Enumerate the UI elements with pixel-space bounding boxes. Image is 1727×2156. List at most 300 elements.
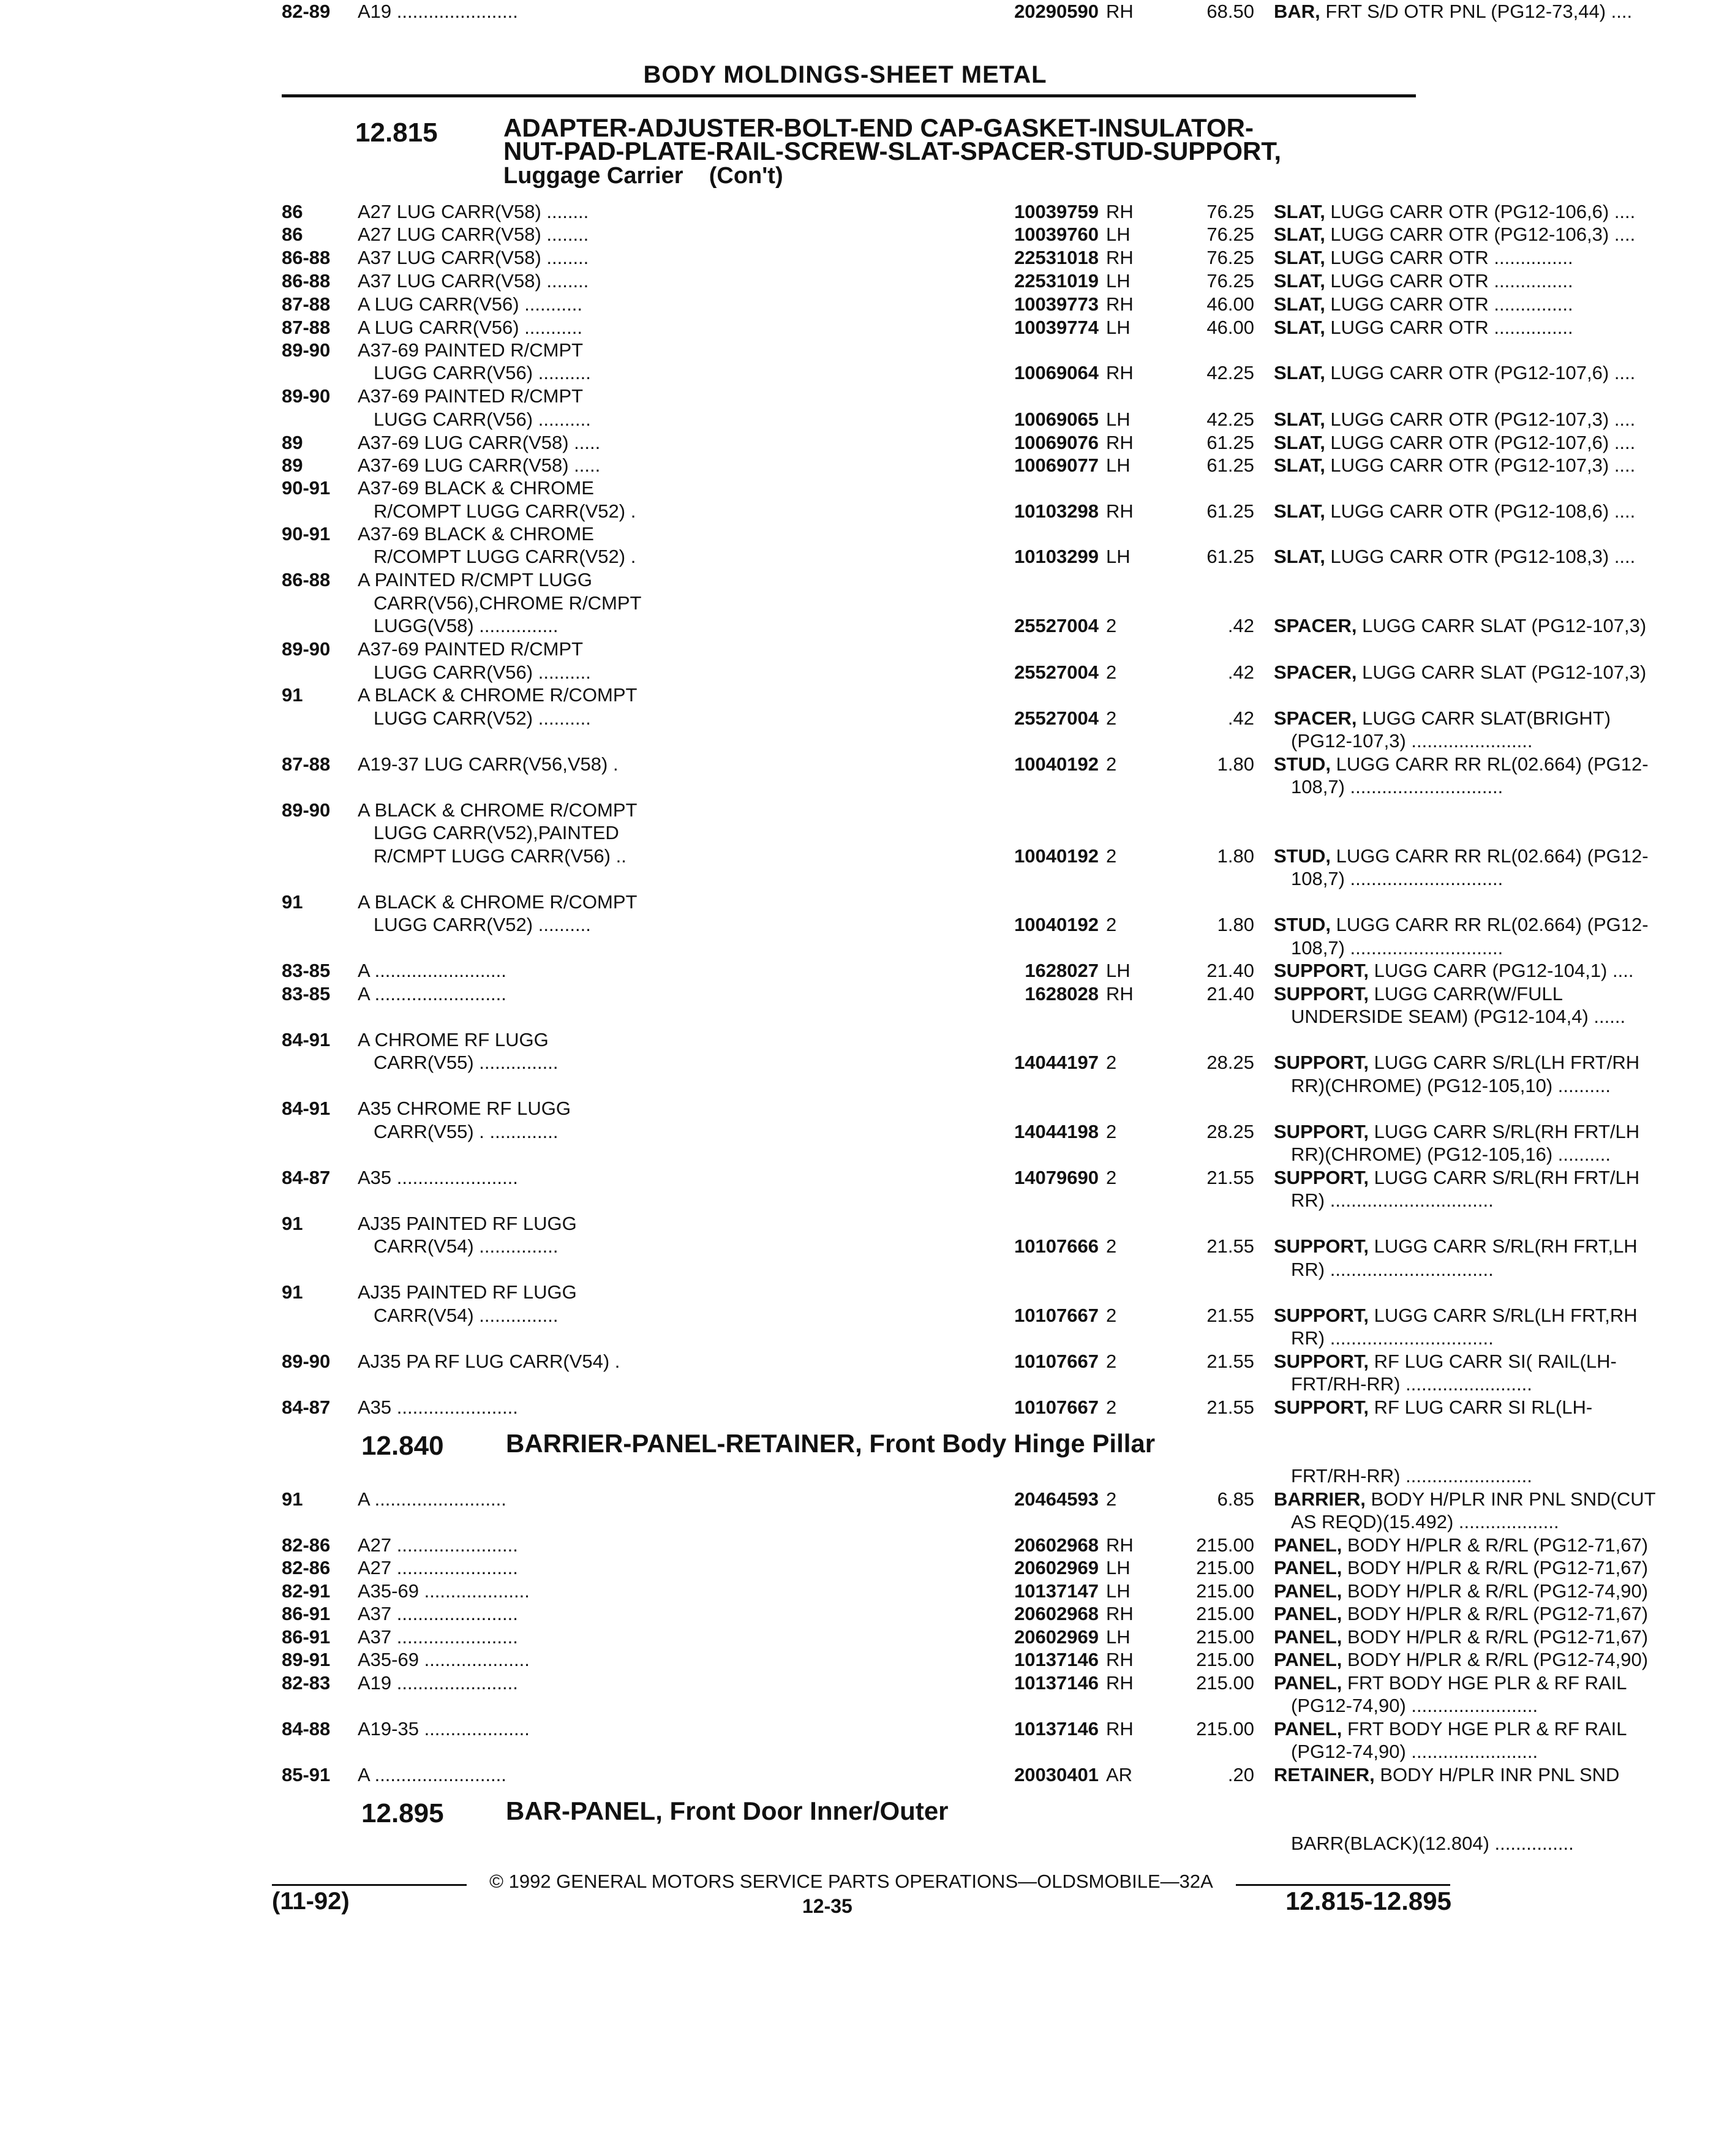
quantity: 2 [1106, 1235, 1117, 1257]
part-name: PANEL, BODY H/PLR & R/RL (PG12-74,90) [1274, 1580, 1649, 1602]
quantity: LH [1106, 960, 1131, 981]
part-name: UNDERSIDE SEAM) (PG12-104,4) ...... [1291, 1006, 1626, 1027]
price: 21.55 [1206, 1305, 1254, 1326]
part-name: BARRIER, BODY H/PLR INR PNL SND(CUT [1274, 1488, 1656, 1510]
section-number: 12.895 [361, 1798, 444, 1828]
table-row [282, 1717, 1627, 1741]
model-description: A ......................... [358, 1488, 506, 1510]
quantity: RH [1106, 1534, 1134, 1556]
part-name: PANEL, BODY H/PLR & R/RL (PG12-74,90) [1274, 1649, 1649, 1670]
quantity: LH [1106, 546, 1131, 567]
table-row [282, 361, 1636, 385]
quantity: RH [1106, 983, 1134, 1005]
table-row [282, 1235, 1638, 1258]
part-name: SLAT, LUGG CARR OTR (PG12-107,3) .... [1274, 409, 1636, 430]
price: 1.80 [1217, 914, 1254, 935]
table-row [282, 1556, 1649, 1580]
part-name: 108,7) ............................. [1291, 937, 1503, 959]
part-name: SUPPORT, LUGG CARR (PG12-104,1) .... [1274, 960, 1634, 981]
part-number: 10103299 [1014, 546, 1099, 567]
model-description: A19-35 .................... [358, 1718, 530, 1740]
table-row [282, 408, 1636, 431]
model-year: 91 [282, 1281, 303, 1303]
table-row [282, 500, 1636, 523]
price: 215.00 [1196, 1626, 1254, 1648]
model-description: A37-69 BLACK & CHROME [358, 523, 594, 545]
part-number: 10137146 [1014, 1672, 1099, 1694]
part-name: SLAT, LUGG CARR OTR (PG12-107,6) .... [1274, 432, 1636, 453]
part-name: STUD, LUGG CARR RR RL(02.664) (PG12- [1274, 845, 1649, 867]
part-name: SUPPORT, LUGG CARR S/RL(RH FRT/LH [1274, 1121, 1640, 1142]
price: 28.25 [1206, 1052, 1254, 1073]
table-row [282, 707, 1611, 730]
part-name: SPACER, LUGG CARR SLAT (PG12-107,3) [1274, 615, 1647, 636]
part-name: SLAT, LUGG CARR OTR ............... [1274, 247, 1573, 268]
price: 215.00 [1196, 1672, 1254, 1694]
part-name-keyword: SPACER, [1274, 615, 1357, 636]
part-name: SLAT, LUGG CARR OTR (PG12-107,3) .... [1274, 454, 1636, 476]
table-row [282, 1648, 1649, 1672]
part-name: SPACER, LUGG CARR SLAT (PG12-107,3) [1274, 662, 1647, 683]
model-description: A LUG CARR(V56) ........... [358, 293, 582, 315]
price: .42 [1227, 662, 1254, 683]
part-number: 20464593 [1014, 1488, 1099, 1510]
part-name-keyword: SLAT, [1274, 362, 1325, 383]
model-description: A37 ....................... [358, 1603, 518, 1624]
price: .42 [1227, 707, 1254, 729]
part-name: SLAT, LUGG CARR OTR ............... [1274, 317, 1573, 338]
quantity: 2 [1106, 845, 1117, 867]
model-description: AJ35 PAINTED RF LUGG [358, 1213, 577, 1234]
model-description: A ......................... [358, 1764, 506, 1785]
part-number: 10039774 [1014, 317, 1099, 338]
model-description: A37-69 LUG CARR(V58) ..... [358, 432, 601, 453]
price: 21.55 [1206, 1235, 1254, 1257]
part-name-keyword: SLAT, [1274, 454, 1325, 476]
part-name: RETAINER, BODY H/PLR INR PNL SND [1274, 1764, 1620, 1785]
section-number: 12.815 [355, 118, 438, 148]
price: 42.25 [1206, 362, 1254, 383]
part-name: 108,7) ............................. [1291, 868, 1503, 889]
table-row [282, 775, 1503, 799]
table-row [282, 223, 1636, 246]
model-year: 82-86 [282, 1534, 331, 1556]
footer-page-number: 12-35 [802, 1895, 852, 1917]
part-number: 25527004 [1014, 662, 1099, 683]
quantity: 2 [1106, 1167, 1117, 1188]
part-name-keyword: PANEL, [1274, 1626, 1342, 1648]
part-number: 10040192 [1014, 845, 1099, 867]
price: 21.55 [1206, 1396, 1254, 1418]
part-name: PANEL, BODY H/PLR & R/RL (PG12-71,67) [1274, 1626, 1649, 1648]
table-row [282, 1350, 1617, 1373]
table-row [282, 729, 1533, 753]
part-number: 10040192 [1014, 914, 1099, 935]
part-name-keyword: SUPPORT, [1274, 1396, 1369, 1418]
table-row [282, 1580, 1649, 1603]
model-year: 87-88 [282, 753, 331, 775]
part-name-keyword: SLAT, [1274, 293, 1325, 315]
model-description: LUGG CARR(V52) .......... [374, 707, 591, 729]
model-description: R/CMPT LUGG CARR(V56) .. [374, 845, 626, 867]
part-number: 10137146 [1014, 1718, 1099, 1740]
price: 28.25 [1206, 1121, 1254, 1142]
model-year: 89-90 [282, 339, 331, 361]
table-row [282, 799, 1445, 822]
price: 61.25 [1206, 432, 1254, 453]
quantity: 2 [1106, 1488, 1117, 1510]
table-row [282, 477, 1445, 500]
model-year: 89 [282, 432, 303, 453]
model-year: 86 [282, 201, 303, 222]
model-description: A LUG CARR(V56) ........... [358, 317, 582, 338]
part-name-keyword: SUPPORT, [1274, 1235, 1369, 1257]
part-name-keyword: PANEL, [1274, 1649, 1342, 1670]
part-name-keyword: PANEL, [1274, 1603, 1342, 1624]
quantity: LH [1106, 1626, 1131, 1648]
table-row [282, 1534, 1649, 1557]
part-number: 1628027 [1025, 960, 1099, 981]
table-row [282, 592, 1445, 615]
model-year: 91 [282, 684, 303, 706]
table-row [282, 1327, 1494, 1350]
page-header-title: BODY MOLDINGS-SHEET METAL [643, 61, 1047, 88]
price: 215.00 [1196, 1649, 1254, 1670]
table-row [282, 431, 1636, 454]
quantity: 2 [1106, 615, 1117, 636]
part-number: 10107667 [1014, 1305, 1099, 1326]
part-number: 10107667 [1014, 1396, 1099, 1418]
price: 21.55 [1206, 1351, 1254, 1372]
part-name-keyword: PANEL, [1274, 1718, 1342, 1740]
price: 61.25 [1206, 546, 1254, 567]
model-description: A BLACK & CHROME R/COMPT [358, 891, 638, 913]
part-name-keyword: SUPPORT, [1274, 960, 1369, 981]
table-row [282, 1510, 1559, 1534]
model-description: A35-69 .................... [358, 1580, 530, 1602]
table-row [282, 1488, 1656, 1511]
price: 76.25 [1206, 247, 1254, 268]
part-name: 108,7) ............................. [1291, 776, 1503, 797]
model-description: CARR(V54) ............... [374, 1305, 559, 1326]
table-row [282, 1189, 1494, 1212]
table-row [282, 1074, 1611, 1098]
model-description: LUGG CARR(V56) .......... [374, 409, 591, 430]
part-number: 20602968 [1014, 1603, 1099, 1624]
model-description: A37-69 LUG CARR(V58) ..... [358, 454, 601, 476]
part-number: 10107667 [1014, 1351, 1099, 1372]
quantity: 2 [1106, 1121, 1117, 1142]
quantity: LH [1106, 270, 1131, 292]
model-description: A19 ....................... [358, 1672, 518, 1694]
section-number: 12.840 [361, 1431, 444, 1461]
model-description: A27 ....................... [358, 1557, 518, 1578]
table-row [282, 1464, 1532, 1488]
part-number: 10039760 [1014, 224, 1099, 245]
part-name-keyword: SLAT, [1274, 500, 1325, 522]
price: 42.25 [1206, 409, 1254, 430]
model-description: LUGG CARR(V56) .......... [374, 362, 591, 383]
part-name-keyword: BAR, [1274, 1, 1320, 22]
price: 215.00 [1196, 1718, 1254, 1740]
quantity: 2 [1106, 707, 1117, 729]
table-row [282, 959, 1634, 982]
quantity: 2 [1106, 662, 1117, 683]
part-name-keyword: BARRIER, [1274, 1488, 1366, 1510]
part-name: RR)(CHROME) (PG12-105,10) .......... [1291, 1075, 1611, 1096]
section-title: BARRIER-PANEL-RETAINER, Front Body Hinge Pillar [506, 1429, 1156, 1458]
part-name-keyword: SLAT, [1274, 432, 1325, 453]
model-year: 83-85 [282, 960, 331, 981]
part-name: RR) ............................... [1291, 1259, 1494, 1280]
part-name-keyword: RETAINER, [1274, 1764, 1375, 1785]
table-row [282, 638, 1445, 661]
model-description: A PAINTED R/CMPT LUGG [358, 569, 592, 590]
model-description: A37 ....................... [358, 1626, 518, 1648]
model-year: 86-88 [282, 270, 331, 292]
model-year: 84-91 [282, 1098, 331, 1119]
part-name-keyword: SUPPORT, [1274, 1167, 1369, 1188]
section-title: ADAPTER-ADJUSTER-BOLT-END CAP-GASKET-INSULATOR- [503, 113, 1254, 142]
price: 61.25 [1206, 454, 1254, 476]
model-description: A35 CHROME RF LUGG [358, 1098, 571, 1119]
model-description: A37-69 BLACK & CHROME [358, 477, 594, 499]
model-year: 91 [282, 1213, 303, 1234]
footer-rule-left [272, 1884, 467, 1886]
part-name: SUPPORT, LUGG CARR S/RL(LH FRT/RH [1274, 1052, 1640, 1073]
part-name: SUPPORT, LUGG CARR(W/FULL [1274, 983, 1563, 1005]
part-name: SPACER, LUGG CARR SLAT(BRIGHT) [1274, 707, 1611, 729]
model-year: 82-89 [282, 1, 331, 22]
model-description: A37 LUG CARR(V58) ........ [358, 270, 589, 292]
model-year: 91 [282, 891, 303, 913]
model-description: A BLACK & CHROME R/COMPT [358, 799, 638, 821]
part-name-keyword: SLAT, [1274, 247, 1325, 268]
model-description: A37-69 PAINTED R/CMPT [358, 339, 584, 361]
model-description: LUGG CARR(V52) .......... [374, 914, 591, 935]
table-row [282, 1694, 1538, 1717]
part-name: RR)(CHROME) (PG12-105,16) .......... [1291, 1144, 1611, 1165]
quantity: 2 [1106, 1052, 1117, 1073]
part-name: PANEL, BODY H/PLR & R/RL (PG12-71,67) [1274, 1534, 1649, 1556]
quantity: 2 [1106, 1305, 1117, 1326]
section-subtitle: Luggage Carrier (Con't) [503, 163, 783, 189]
price: 215.00 [1196, 1603, 1254, 1624]
part-number: 14079690 [1014, 1167, 1099, 1188]
table-row [282, 316, 1573, 339]
model-year: 89-90 [282, 385, 331, 407]
table-row [282, 661, 1647, 684]
table-row [282, 1166, 1640, 1189]
quantity: 2 [1106, 753, 1117, 775]
part-name-keyword: SPACER, [1274, 707, 1357, 729]
model-year: 84-88 [282, 1718, 331, 1740]
table-row [282, 1832, 1574, 1855]
price: 6.85 [1217, 1488, 1254, 1510]
model-year: 87-88 [282, 293, 331, 315]
table-row [282, 385, 1445, 408]
part-number: 20290590 [1014, 1, 1099, 22]
quantity: LH [1106, 454, 1131, 476]
section-title: NUT-PAD-PLATE-RAIL-SCREW-SLAT-SPACER-STUD-SUPPORT, [503, 137, 1281, 165]
price: 215.00 [1196, 1580, 1254, 1602]
table-row [282, 1051, 1640, 1074]
table-row [282, 1028, 1445, 1052]
quantity: 2 [1106, 1396, 1117, 1418]
model-description: CARR(V56),CHROME R/CMPT [374, 592, 642, 614]
table-row [282, 246, 1573, 270]
part-name-keyword: SUPPORT, [1274, 1052, 1369, 1073]
model-description: A37-69 PAINTED R/CMPT [358, 638, 584, 660]
table-row [282, 1005, 1626, 1028]
model-description: A27 ....................... [358, 1534, 518, 1556]
part-name: SUPPORT, RF LUG CARR SI RL(LH- [1274, 1396, 1593, 1418]
price: 76.25 [1206, 270, 1254, 292]
part-number: 10103298 [1014, 500, 1099, 522]
model-description: LUGG(V58) ............... [374, 615, 559, 636]
part-name-keyword: PANEL, [1274, 1557, 1342, 1578]
model-year: 89-90 [282, 1351, 331, 1372]
part-name: RR) ............................... [1291, 1189, 1494, 1211]
part-name-keyword: SPACER, [1274, 662, 1357, 683]
part-number: 14044198 [1014, 1121, 1099, 1142]
part-name: BARR(BLACK)(12.804) ............... [1291, 1833, 1574, 1854]
part-name: AS REQD)(15.492) ................... [1291, 1511, 1559, 1532]
table-row [282, 1281, 1445, 1304]
part-number: 20030401 [1014, 1764, 1099, 1785]
table-row [282, 200, 1636, 224]
part-name: SUPPORT, LUGG CARR S/RL(LH FRT,RH [1274, 1305, 1638, 1326]
part-number: 10069077 [1014, 454, 1099, 476]
price: 1.80 [1217, 753, 1254, 775]
model-description: AJ35 PAINTED RF LUGG [358, 1281, 577, 1303]
model-description: CARR(V54) ............... [374, 1235, 559, 1257]
model-description: A27 LUG CARR(V58) ........ [358, 201, 589, 222]
part-name-keyword: SUPPORT, [1274, 1121, 1369, 1142]
table-row [282, 1626, 1649, 1649]
part-number: 10069065 [1014, 409, 1099, 430]
part-name-keyword: SLAT, [1274, 317, 1325, 338]
model-year: 82-83 [282, 1672, 331, 1694]
model-description: A CHROME RF LUGG [358, 1029, 549, 1050]
price: 215.00 [1196, 1557, 1254, 1578]
table-row [282, 1672, 1627, 1695]
quantity: RH [1106, 1, 1134, 22]
part-name: SUPPORT, LUGG CARR S/RL(RH FRT/LH [1274, 1167, 1640, 1188]
table-row [282, 982, 1563, 1006]
price: 215.00 [1196, 1534, 1254, 1556]
part-number: 10039773 [1014, 293, 1099, 315]
table-row [282, 293, 1573, 316]
table-row [282, 913, 1649, 937]
table-row [282, 1258, 1494, 1281]
part-name: SLAT, LUGG CARR OTR (PG12-107,6) .... [1274, 362, 1636, 383]
quantity: LH [1106, 409, 1131, 430]
model-description: A ......................... [358, 983, 506, 1005]
model-year: 83-85 [282, 983, 331, 1005]
quantity: AR [1106, 1764, 1133, 1785]
part-name: SLAT, LUGG CARR OTR ............... [1274, 270, 1573, 292]
table-row [282, 1396, 1593, 1419]
table-row [282, 1373, 1532, 1396]
model-year: 91 [282, 1488, 303, 1510]
table-row [282, 1304, 1638, 1327]
model-year: 84-87 [282, 1396, 331, 1418]
table-row [282, 1740, 1538, 1763]
quantity: 2 [1106, 914, 1117, 935]
quantity: LH [1106, 1557, 1131, 1578]
model-description: AJ35 PA RF LUG CARR(V54) . [358, 1351, 620, 1372]
footer-rule-right [1236, 1884, 1450, 1886]
part-name-keyword: STUD, [1274, 753, 1331, 775]
table-row [282, 545, 1636, 568]
part-name: PANEL, BODY H/PLR & R/RL (PG12-71,67) [1274, 1557, 1649, 1578]
part-name: RR) ............................... [1291, 1327, 1494, 1349]
part-name-keyword: SLAT, [1274, 409, 1325, 430]
model-year: 87-88 [282, 317, 331, 338]
model-year: 86-91 [282, 1626, 331, 1648]
part-name: (PG12-74,90) ........................ [1291, 1741, 1538, 1762]
part-name: SUPPORT, LUGG CARR S/RL(RH FRT,LH [1274, 1235, 1638, 1257]
model-year: 85-91 [282, 1764, 331, 1785]
table-row [282, 867, 1503, 891]
table-row [282, 1120, 1640, 1144]
part-name: FRT/RH-RR) ........................ [1291, 1373, 1532, 1395]
part-number: 25527004 [1014, 615, 1099, 636]
model-year: 82-91 [282, 1580, 331, 1602]
part-name-keyword: PANEL, [1274, 1580, 1342, 1602]
part-name-keyword: STUD, [1274, 845, 1331, 867]
footer-copyright: © 1992 GENERAL MOTORS SERVICE PARTS OPERATIONS—OLDSMOBILE—32A [489, 1871, 1213, 1892]
part-name: SLAT, LUGG CARR OTR (PG12-106,6) .... [1274, 201, 1636, 222]
part-name-keyword: SUPPORT, [1274, 1305, 1369, 1326]
model-description: A BLACK & CHROME R/COMPT [358, 684, 638, 706]
model-description: LUGG CARR(V56) .......... [374, 662, 591, 683]
part-number: 10069076 [1014, 432, 1099, 453]
part-number: 20602968 [1014, 1534, 1099, 1556]
model-description: A37-69 PAINTED R/CMPT [358, 385, 584, 407]
table-row [282, 1212, 1445, 1235]
part-name-keyword: PANEL, [1274, 1534, 1342, 1556]
price: 61.25 [1206, 500, 1254, 522]
part-name: SLAT, LUGG CARR OTR (PG12-108,6) .... [1274, 500, 1636, 522]
model-description: CARR(V55) ............... [374, 1052, 559, 1073]
price: 21.40 [1206, 983, 1254, 1005]
part-name-keyword: SLAT, [1274, 546, 1325, 567]
model-description: A37 LUG CARR(V58) ........ [358, 247, 589, 268]
part-name: STUD, LUGG CARR RR RL(02.664) (PG12- [1274, 753, 1649, 775]
part-name: PANEL, BODY H/PLR & R/RL (PG12-71,67) [1274, 1603, 1649, 1624]
quantity: RH [1106, 1718, 1134, 1740]
part-name: (PG12-74,90) ........................ [1291, 1695, 1538, 1716]
model-description: A35 ....................... [358, 1167, 518, 1188]
part-number: 14044197 [1014, 1052, 1099, 1073]
part-name-keyword: PANEL, [1274, 1672, 1342, 1694]
model-description: A19-37 LUG CARR(V56,V58) . [358, 753, 619, 775]
table-row [282, 568, 1445, 592]
table-row [282, 821, 1445, 845]
quantity: RH [1106, 1603, 1134, 1624]
model-description: A ......................... [358, 960, 506, 981]
part-name-keyword: SLAT, [1274, 201, 1325, 222]
part-number: 20602969 [1014, 1557, 1099, 1578]
table-row [282, 614, 1647, 638]
model-year: 86-91 [282, 1603, 331, 1624]
model-year: 90-91 [282, 477, 331, 499]
table-row [282, 522, 1445, 546]
model-year: 89-91 [282, 1649, 331, 1670]
table-row [282, 1763, 1620, 1787]
